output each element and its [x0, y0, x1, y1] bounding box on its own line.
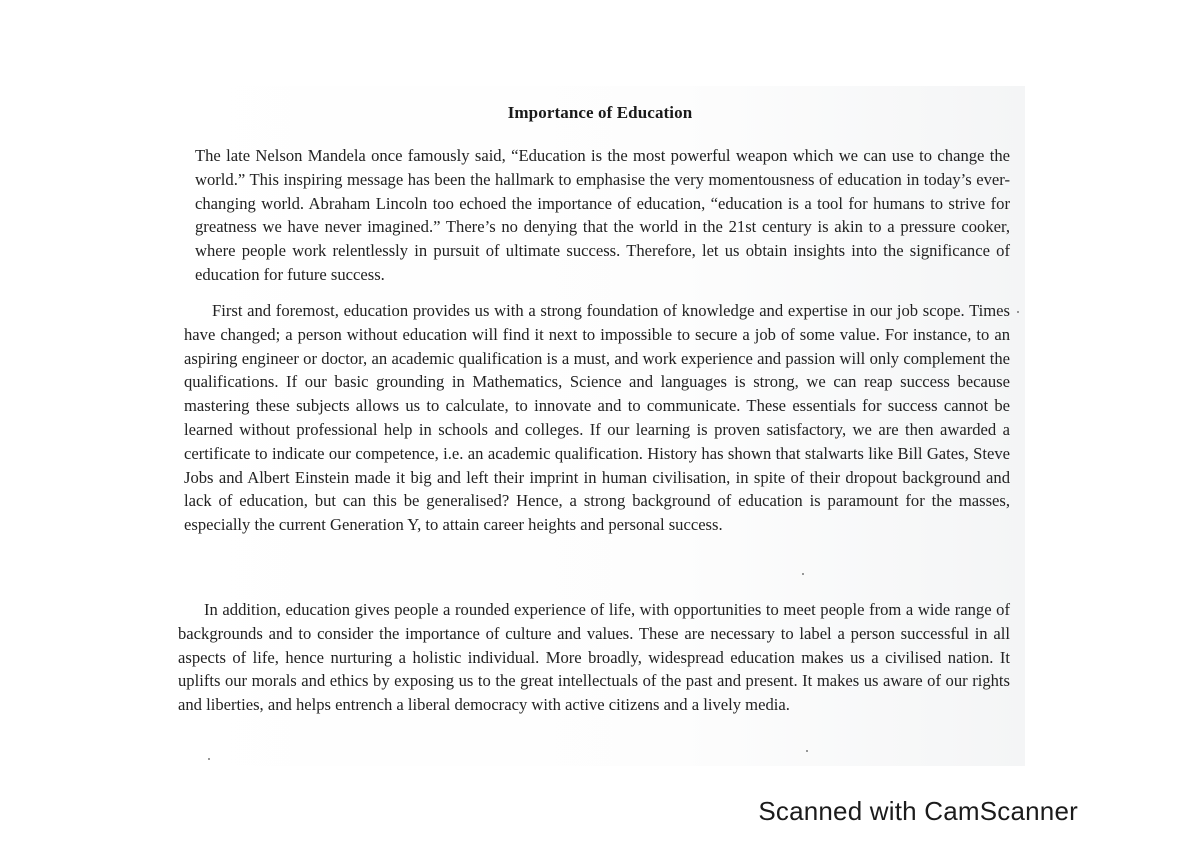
paragraph-rounded-experience: In addition, education gives people a rounded experience of life, with opportunities to meet people from a wide range of backgrounds and to consider the importance of culture and values. These are necessary to label a person successful in all aspects of life, hence nurturing a holistic individual. More broadly, widespread education makes us a civilised nation. It uplifts our morals and ethics by exposing us to the great intellectuals of the past and present. It makes us aware of our rights and liberties, and helps entrench a liberal democracy with active citizens and a lively media.: [178, 600, 1010, 715]
scan-speck: [1017, 311, 1019, 313]
paragraph-knowledge-foundation: First and foremost, education provides us with a strong foundation of knowledge and expertise in our job scope. Times have changed; a person without education will find it next to impossible to secure a job of some value. For instance, to an aspiring engineer or doctor, an academic qualification is a must, and work experience and passion will only complement the qualifications. If our basic grounding in Mathematics, Science and languages is strong, we can reap success because mastering these subjects allows us to calculate, to innovate and to communicate. These essentials for success cannot be learned without professional help in schools and colleges. If our learning is proven satisfactory, we are then awarded a certificate to indicate our competence, i.e. an academic qualification. History has shown that stalwarts like Bill Gates, Steve Jobs and Albert Einstein made it big and left their imprint in human civilisation, in spite of their dropout background and lack of education, but can this be generalised? Hence, a strong background of education is paramount for the masses, especially the current Generation Y, to attain career heights and personal success.: [184, 301, 1010, 535]
scan-speck: [802, 573, 804, 575]
camscanner-watermark: Scanned with CamScanner: [758, 796, 1078, 826]
paragraph-introduction: The late Nelson Mandela once famously said, “Education is the most powerful weapon which we can use to change the world.” This inspiring message has been the hallmark to emphasise the very momentousness of education in today’s ever-changing world. Abraham Lincoln too echoed the importance of education, “education is a tool for humans to strive for greatness we have never imagined.” There’s no denying that the world in the 21st century is akin to a pressure cooker, where people work relentlessly in pursuit of ultimate success. Therefore, let us obtain insights into the significance of education for future success.: [195, 146, 1010, 284]
document-title: Importance of Education: [507, 103, 693, 122]
scan-speck: [806, 750, 808, 752]
scan-speck: [208, 758, 210, 760]
